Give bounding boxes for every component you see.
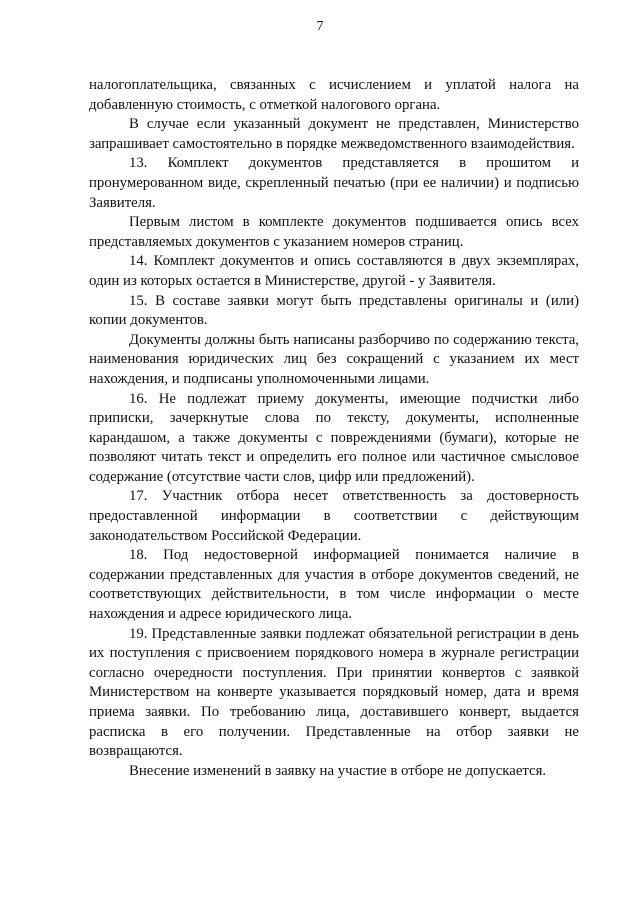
paragraph-18: 18. Под недостоверной информацией понимается наличие в содержании представленных для участия в отборе документов сведений, не соответствующих действительности, в том числе информации о месте нахождения и адресе юридического лица. [89, 547, 579, 623]
paragraph-ministry-request: В случае если указанный документ не представлен, Министерство запрашивает самостоятельно в порядке межведомственного взаимодействия. [89, 116, 579, 152]
paragraph-no-changes: Внесение изменений в заявку на участие в отборе не допускается. [129, 762, 547, 779]
paragraph-inventory-first-sheet: Первым листом в комплекте документов подшивается опись всех представляемых документов с указанием номеров страниц. [89, 214, 579, 250]
paragraph-continuation: налогоплательщика, связанных с исчислением и уплатой налога на добавленную стоимость, с отметкой налогового органа. [89, 77, 579, 113]
paragraph-15: 15. В составе заявки могут быть представлены оригиналы и (или) копии документов. [89, 292, 579, 329]
paragraph-legibility: Документы должны быть написаны разборчиво по содержанию текста, наименования юридических лиц без сокращений с указанием их мест нахождения, и подписаны уполномоченными лицами. [89, 331, 579, 387]
document-body [89, 76, 579, 781]
paragraph-16: 16. Не подлежат приему документы, имеющие подчистки либо приписки, зачеркнутые слова по тексту, документы, исполненные карандашом, а также документы с повреждениями (бумаги), которые не позволяют читать текст и определить его полное или частичное смысловое содержание (отсутствие части слов, цифр или предложений). [89, 390, 579, 485]
paragraph-13: 13. Комплект документов представляется в прошитом и пронумерованном виде, скрепленный печатью (при ее наличии) и подписью Заявителя. [89, 155, 579, 211]
paragraph-19: 19. Представленные заявки подлежат обязательной регистрации в день их поступления с присвоением порядкового номера в журнале регистрации согласно очередности поступления. При принятии конвертов с заявкой Министерством на конверте указывается порядковый номер, дата и время приема заявки. По требованию лица, доставившего конверт, выдается расписка в его получении. Представленные на отбор заявки не возвращаются. [89, 625, 579, 760]
paragraph-14: 14. Комплект документов и опись составляются в двух экземплярах, один из которых остается в Министерстве, другой - у Заявителя. [89, 253, 579, 289]
page-number: 7 [316, 19, 324, 34]
paragraph-17: 17. Участник отбора несет ответственность за достоверность предоставленной информации в соответствии с действующим законодательством Российской Федерации. [89, 488, 579, 544]
